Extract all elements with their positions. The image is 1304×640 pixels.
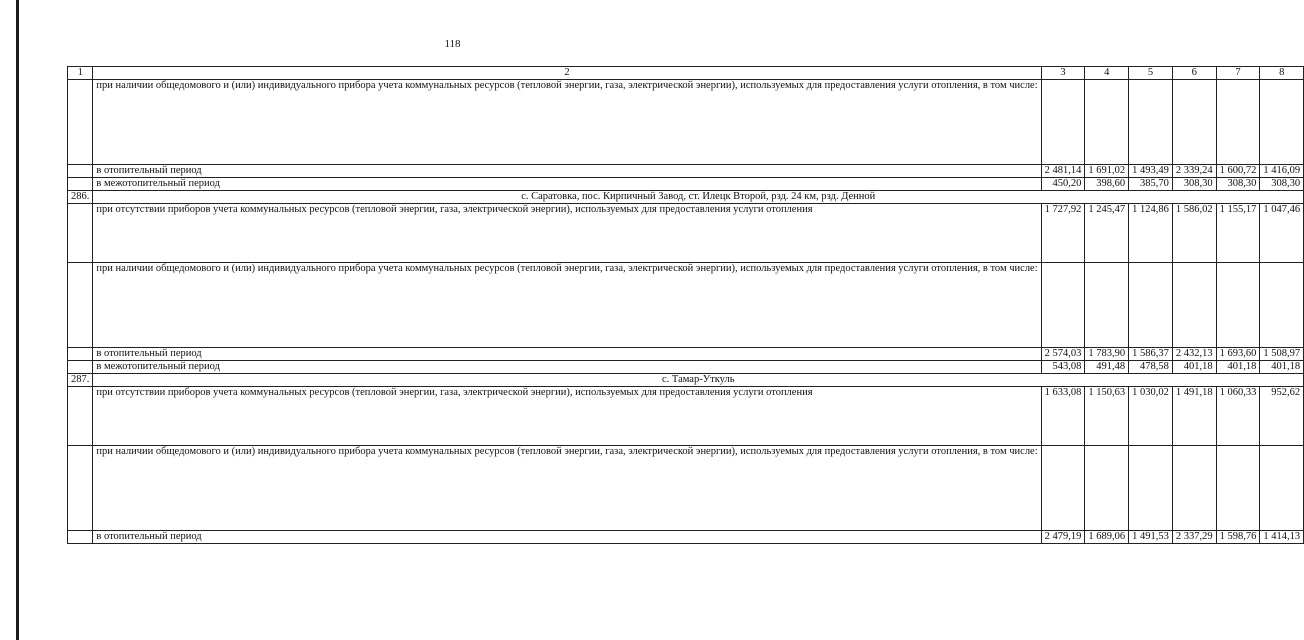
row-number (68, 531, 93, 544)
table-row (68, 263, 1304, 348)
tariff-value: 491,48 (1085, 361, 1129, 374)
table-row (68, 204, 1304, 263)
tariff-value: 398,60 (1085, 178, 1129, 191)
row-description: в отопительный период (93, 165, 1041, 178)
tariff-value: 1 030,02 (1129, 387, 1173, 446)
tariff-value (1216, 263, 1260, 348)
tariff-value: 1 600,72 (1216, 165, 1260, 178)
tariff-value: 952,62 (1260, 387, 1304, 446)
tariff-value: 543,08 (1041, 361, 1085, 374)
row-number (68, 446, 93, 531)
tariff-value: 2 574,03 (1041, 348, 1085, 361)
row-number (68, 263, 93, 348)
tariff-value: 1 060,33 (1216, 387, 1260, 446)
tariff-value (1260, 446, 1304, 531)
column-header: 2 (93, 67, 1041, 80)
tariff-value: 1 493,49 (1129, 165, 1173, 178)
tariff-value (1085, 263, 1129, 348)
row-description: в межотопительный период (93, 361, 1041, 374)
tariff-value: 1 155,17 (1216, 204, 1260, 263)
row-description: при отсутствии приборов учета коммунальных ресурсов (тепловой энергии, газа, электрической энергии), используемых для предоставления услуги отопления (93, 387, 1041, 446)
tariff-value: 1 727,92 (1041, 204, 1085, 263)
tariff-table (67, 66, 1304, 544)
locality-row (68, 191, 1304, 204)
tariff-value: 308,30 (1216, 178, 1260, 191)
tariff-value (1172, 446, 1216, 531)
tariff-value: 1 691,02 (1085, 165, 1129, 178)
row-number: 286. (68, 191, 93, 204)
table-row (68, 387, 1304, 446)
scan-edge-line (16, 0, 19, 640)
table-body (68, 67, 1304, 544)
tariff-value (1260, 263, 1304, 348)
tariff-value (1041, 446, 1085, 531)
column-header: 3 (1041, 67, 1085, 80)
tariff-value (1216, 446, 1260, 531)
tariff-value: 1 598,76 (1216, 531, 1260, 544)
row-number (68, 178, 93, 191)
tariff-value: 478,58 (1129, 361, 1173, 374)
tariff-value (1172, 263, 1216, 348)
table-row (68, 361, 1304, 374)
tariff-value (1172, 80, 1216, 165)
row-number (68, 361, 93, 374)
column-header: 6 (1172, 67, 1216, 80)
column-header: 4 (1085, 67, 1129, 80)
tariff-value: 385,70 (1129, 178, 1173, 191)
tariff-value: 1 633,08 (1041, 387, 1085, 446)
row-number (68, 387, 93, 446)
locality-row (68, 374, 1304, 387)
tariff-value (1129, 80, 1173, 165)
row-number (68, 80, 93, 165)
locality-name: с. Тамар-Уткуль (93, 374, 1304, 387)
column-header: 1 (68, 67, 93, 80)
tariff-value: 401,18 (1216, 361, 1260, 374)
row-description: в межотопительный период (93, 178, 1041, 191)
row-number (68, 348, 93, 361)
table-row (68, 531, 1304, 544)
row-description: в отопительный период (93, 531, 1041, 544)
tariff-value (1129, 263, 1173, 348)
tariff-value: 2 337,29 (1172, 531, 1216, 544)
tariff-value: 450,20 (1041, 178, 1085, 191)
tariff-value: 1 150,63 (1085, 387, 1129, 446)
row-number (68, 165, 93, 178)
tariff-value: 1 414,13 (1260, 531, 1304, 544)
tariff-value: 401,18 (1172, 361, 1216, 374)
table-row (68, 165, 1304, 178)
tariff-value: 2 479,19 (1041, 531, 1085, 544)
row-description: в отопительный период (93, 348, 1041, 361)
table-row (68, 348, 1304, 361)
tariff-value: 1 586,37 (1129, 348, 1173, 361)
tariff-value: 1 491,18 (1172, 387, 1216, 446)
tariff-value: 1 586,02 (1172, 204, 1216, 263)
column-header: 8 (1260, 67, 1304, 80)
tariff-value: 1 124,86 (1129, 204, 1173, 263)
locality-name: с. Саратовка, пос. Кирпичный Завод, ст. Илецк Второй, рзд. 24 км, рзд. Денной (93, 191, 1304, 204)
table-row (68, 80, 1304, 165)
tariff-value: 1 689,06 (1085, 531, 1129, 544)
page-number: 118 (444, 38, 461, 50)
tariff-value: 308,30 (1260, 178, 1304, 191)
column-header: 5 (1129, 67, 1173, 80)
tariff-value: 2 432,13 (1172, 348, 1216, 361)
tariff-value: 308,30 (1172, 178, 1216, 191)
table-header-row (68, 67, 1304, 80)
tariff-value: 1 416,09 (1260, 165, 1304, 178)
tariff-value (1041, 80, 1085, 165)
tariff-value: 1 047,46 (1260, 204, 1304, 263)
tariff-value (1216, 80, 1260, 165)
tariff-value (1129, 446, 1173, 531)
row-description: при наличии общедомового и (или) индивидуального прибора учета коммунальных ресурсов (тепловой энергии, газа, электрической энергии), используемых для предоставления услуги отопления, в том числе: (93, 80, 1041, 165)
row-number: 287. (68, 374, 93, 387)
tariff-value: 1 783,90 (1085, 348, 1129, 361)
tariff-value (1085, 80, 1129, 165)
tariff-value: 1 245,47 (1085, 204, 1129, 263)
column-header: 7 (1216, 67, 1260, 80)
table-row (68, 178, 1304, 191)
tariff-value: 2 339,24 (1172, 165, 1216, 178)
tariff-value: 2 481,14 (1041, 165, 1085, 178)
tariff-value (1085, 446, 1129, 531)
row-description: при отсутствии приборов учета коммунальных ресурсов (тепловой энергии, газа, электрической энергии), используемых для предоставления услуги отопления (93, 204, 1041, 263)
tariff-value: 1 693,60 (1216, 348, 1260, 361)
row-description: при наличии общедомового и (или) индивидуального прибора учета коммунальных ресурсов (тепловой энергии, газа, электрической энергии), используемых для предоставления услуги отопления, в том числе: (93, 446, 1041, 531)
tariff-value (1260, 80, 1304, 165)
row-description: при наличии общедомового и (или) индивидуального прибора учета коммунальных ресурсов (тепловой энергии, газа, электрической энергии), используемых для предоставления услуги отопления, в том числе: (93, 263, 1041, 348)
row-number (68, 204, 93, 263)
tariff-value: 1 491,53 (1129, 531, 1173, 544)
tariff-value: 1 508,97 (1260, 348, 1304, 361)
table-row (68, 446, 1304, 531)
tariff-value: 401,18 (1260, 361, 1304, 374)
tariff-value (1041, 263, 1085, 348)
